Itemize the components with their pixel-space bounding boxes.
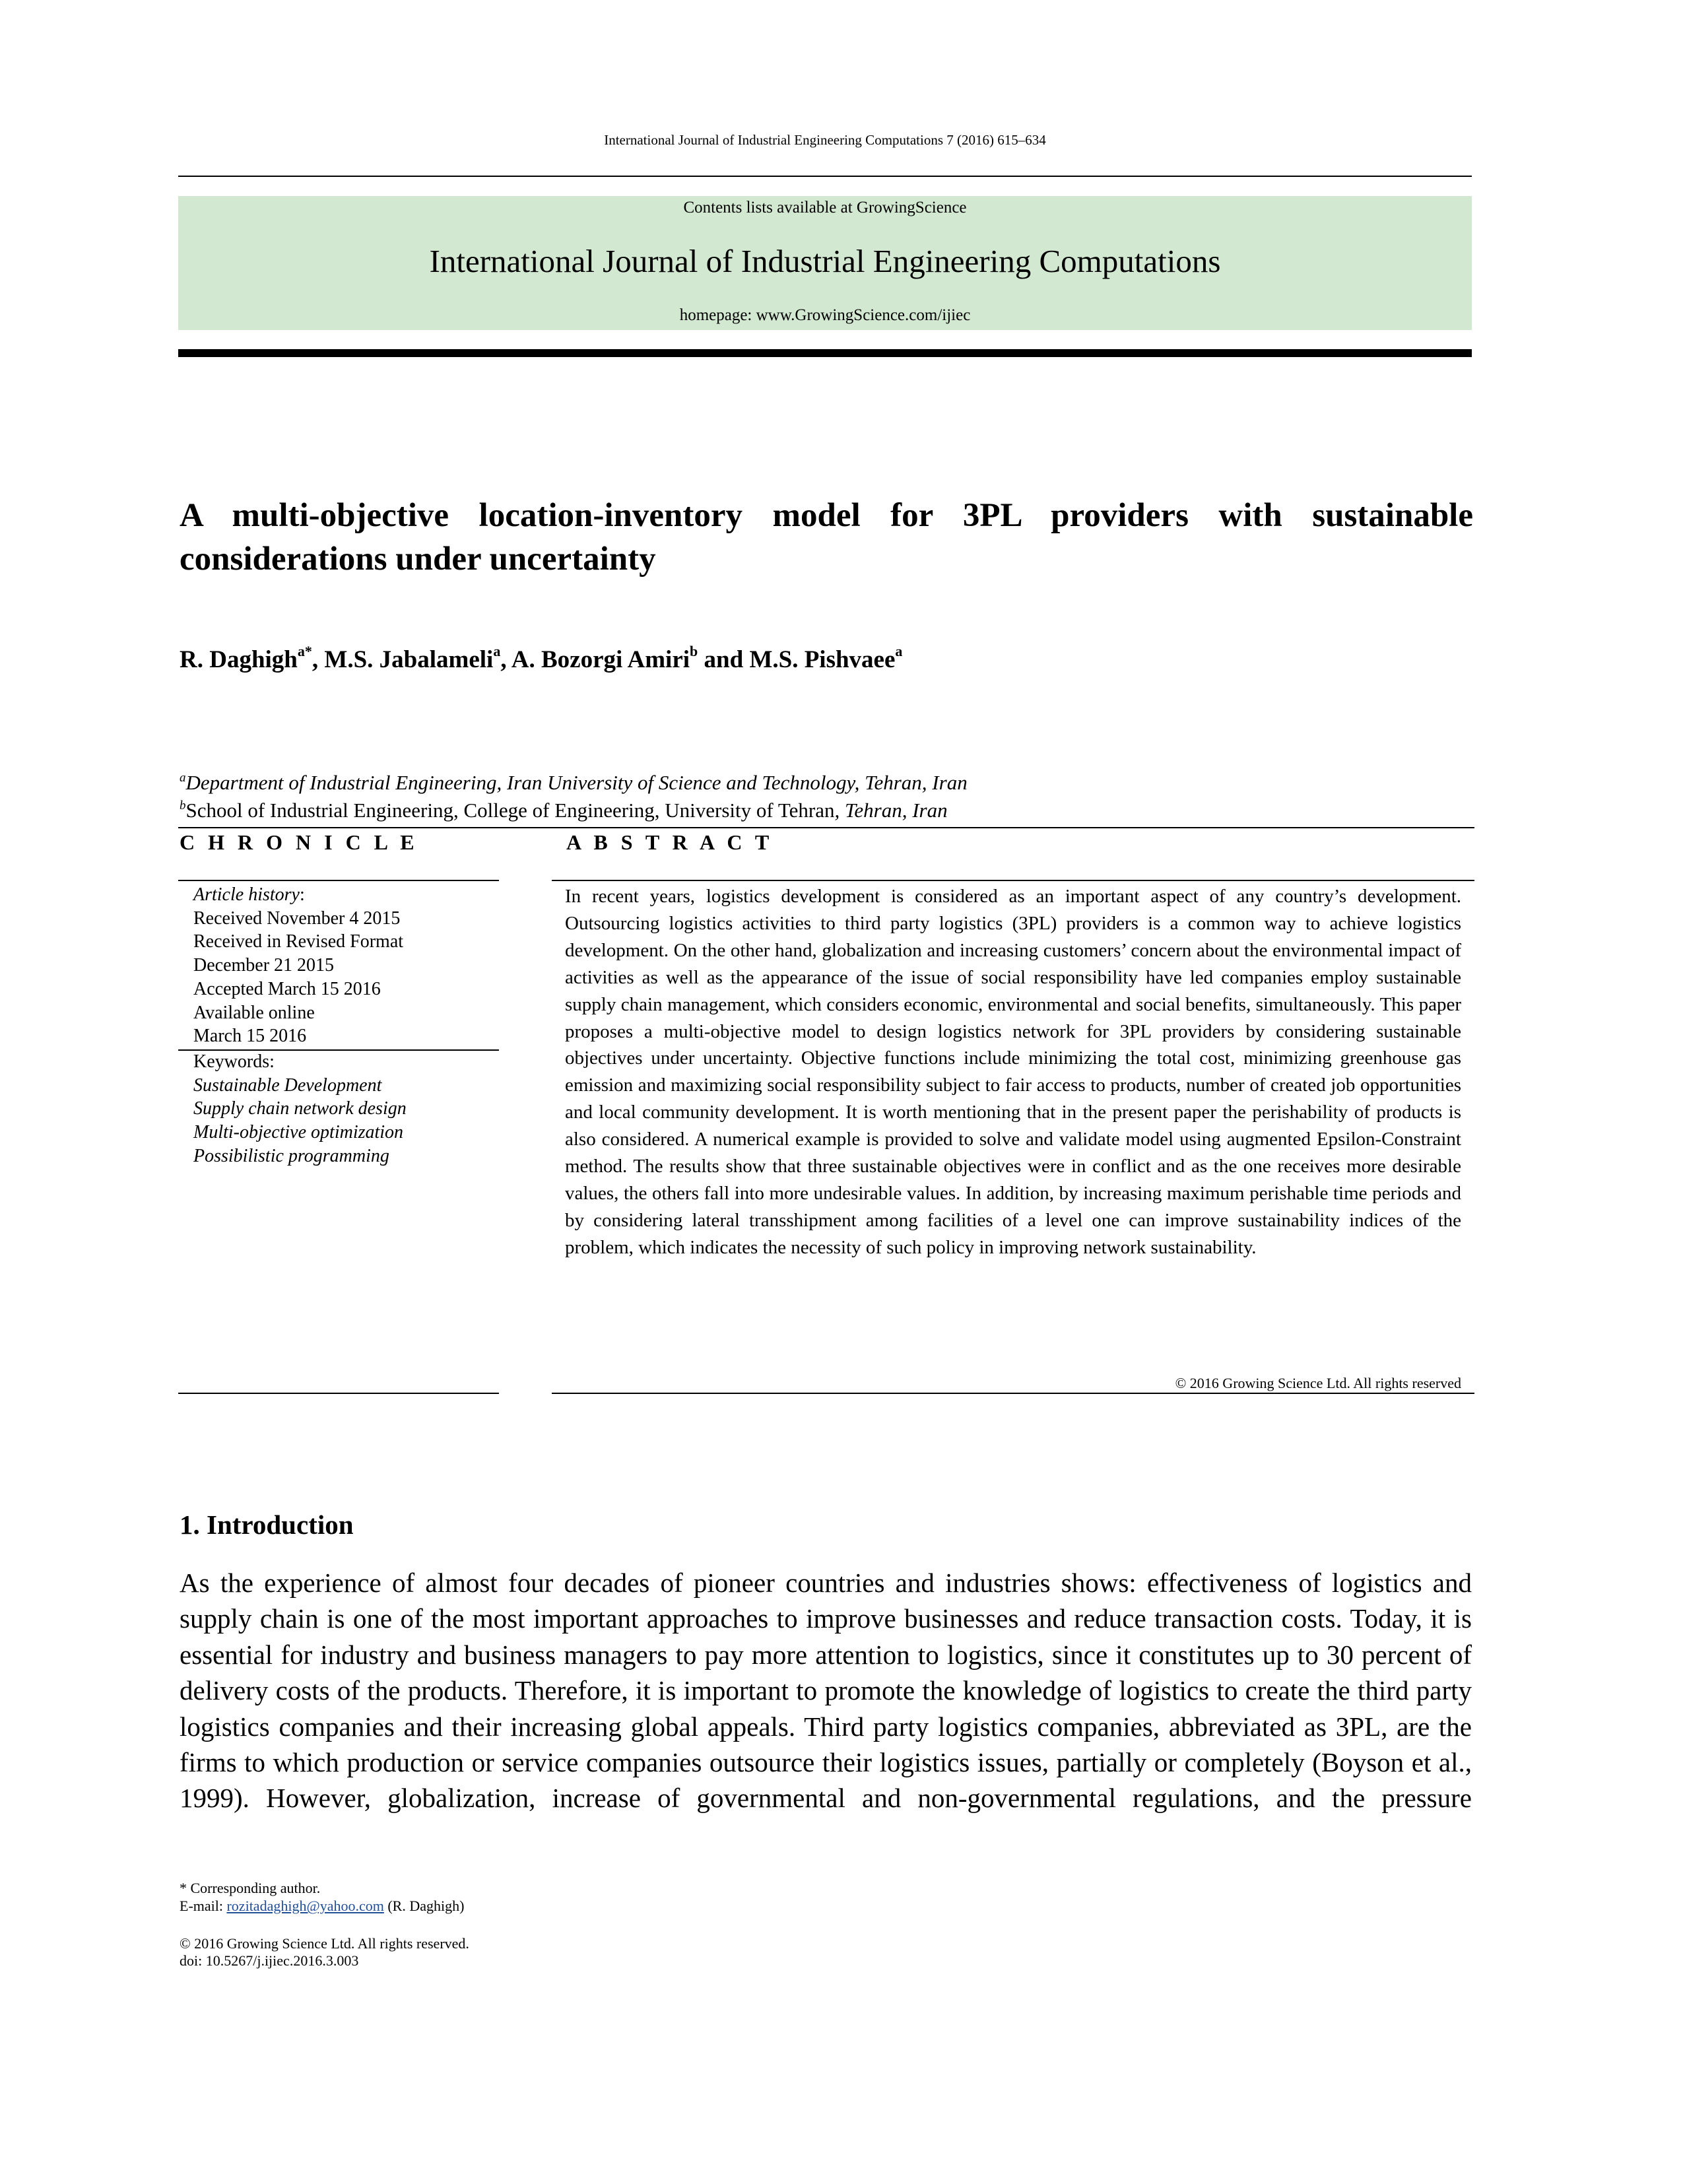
history-line: Accepted March 15 2016 (193, 978, 381, 999)
journal-homepage: homepage: www.GrowingScience.com/ijiec (679, 306, 971, 324)
keyword-item: Possibilistic programming (193, 1145, 389, 1166)
abstract-bottom-rule (552, 1393, 1474, 1394)
author-name: A. Bozorgi Amiri (511, 646, 690, 673)
footer-copyright: © 2016 Growing Science Ltd. All rights reserved. (180, 1935, 469, 1952)
author-affil-mark: b (690, 643, 698, 659)
history-line: Available online (193, 1002, 315, 1023)
history-label-line (193, 883, 497, 907)
author-affil-mark: a (493, 643, 501, 659)
article-history (193, 883, 497, 1048)
keyword-item: Sustainable Development (193, 1075, 382, 1096)
author-separator: and (698, 646, 750, 673)
author-separator: , (500, 646, 512, 673)
footer-doi: doi: 10.5267/j.ijiec.2016.3.003 (180, 1952, 359, 1969)
author-list (180, 645, 902, 674)
affiliation-city: , Tehran, Iran (834, 799, 948, 822)
author-name: R. Daghigh (180, 646, 298, 673)
keyword-item: Supply chain network design (193, 1098, 407, 1119)
abstract-text: In recent years, logistics development is considered as an important aspect of any country’s development. Outsourcing logistics activities to third party logistics (3PL) providers is a common way to achieve logistics development. On the other hand, globalization and increasing customers’ concern about the environmental impact of activities as well as the appearance of the issue of social responsibility have led companies employ sustainable supply chain management, which considers economic, environmental and social benefits, simultaneously. This paper proposes a multi-objective model to design logistics network for 3PL providers by considering sustainable objectives under uncertainty. Objective functions include minimizing the total cost, minimizing greenhouse gas emission and maximizing social responsibility subject to fair access to products, number of created job opportunities and local community development. It is worth mentioning that in the present paper the perishability of products is also considered. A numerical example is provided to solve and validate model using augmented Epsilon-Constraint method. The results show that three sustainable objectives were in conflict and as the one receives more desirable values, the others fall into more undesirable values. In addition, by increasing maximum perishable time periods and by considering lateral transshipment among facilities of a level one can improve sustainability indices of the problem, which indicates the necessity of such policy in improving network sustainability. (565, 886, 1461, 1258)
affiliation-text: Department of Industrial Engineering, Iran University of Science and Technology, Tehran, Iran (185, 771, 968, 794)
author-name: M.S. Jabalameli (324, 646, 494, 673)
history-line: Received in Revised Format (193, 931, 404, 952)
affiliation-a (180, 771, 968, 795)
corresponding-footnote (180, 1879, 464, 1915)
history-line: Received November 4 2015 (193, 908, 401, 929)
affiliation-b (180, 799, 948, 822)
history-label: Article history (193, 884, 300, 905)
paper-title: A multi-objective location-inventory model for 3PL providers with sustainable considerations under uncertainty (180, 497, 1473, 578)
email-label: E-mail: (180, 1898, 227, 1914)
history-colon: : (299, 884, 305, 905)
author-affil-mark: a (895, 643, 903, 659)
contents-line: Contents lists available at GrowingScience (683, 199, 967, 216)
affiliation-rule (178, 827, 1474, 828)
history-top-rule (178, 880, 499, 881)
email-link[interactable]: rozitadaghigh@yahoo.com (226, 1898, 384, 1914)
author-separator: , (312, 646, 325, 673)
journal-banner (178, 196, 1472, 330)
journal-title: International Journal of Industrial Engineering Computations (429, 243, 1221, 279)
banner-thick-rule (178, 349, 1472, 357)
history-line: December 21 2015 (193, 955, 335, 976)
corresponding-label: * Corresponding author. (180, 1880, 321, 1896)
running-head: International Journal of Industrial Engineering Computations 7 (2016) 615–634 (604, 132, 1046, 148)
keywords-block (193, 1050, 497, 1168)
history-line: March 15 2016 (193, 1026, 307, 1047)
history-bottom-rule (178, 1393, 499, 1394)
abstract-copyright: © 2016 Growing Science Ltd. All rights reserved (1175, 1375, 1461, 1391)
email-owner: (R. Daghigh) (383, 1898, 465, 1914)
affiliation-text: School of Industrial Engineering, College of Engineering, University of Tehran (185, 799, 835, 822)
author-name: M.S. Pishvaee (749, 646, 896, 673)
abstract-heading: A B S T R A C T (566, 830, 774, 854)
email-line (180, 1897, 464, 1915)
page-footer (180, 1935, 469, 1969)
keywords-label: Keywords: (193, 1051, 275, 1072)
introduction-body: As the experience of almost four decades of pioneer countries and industries shows: effectiveness of logistics and supply chain is one of the most important approaches to improve businesses and reduce transaction costs. Today, it is essential for industry and business managers to pay more attention to logistics, since it constitutes up to 30 percent of delivery costs of the products. Therefore, it is important to promote the knowledge of logistics to create the third party logistics companies and their increasing global appeals. Third party logistics companies, abbreviated as 3PL, are the firms to which production or service companies outsource their logistics issues, partially or completely (Boyson et al., 1999). However, globalization, increase of governmental and non-governmental regulations, and the pressure (180, 1568, 1472, 1814)
abstract-top-rule (552, 880, 1474, 881)
keyword-item: Multi-objective optimization (193, 1122, 404, 1143)
affiliation-mark: b (180, 799, 186, 812)
chronicle-heading: C H R O N I C L E (180, 830, 418, 854)
introduction-heading: 1. Introduction (180, 1509, 354, 1540)
author-affil-mark: a* (297, 643, 312, 659)
affiliation-mark: a (180, 771, 186, 785)
header-rule (178, 176, 1472, 177)
